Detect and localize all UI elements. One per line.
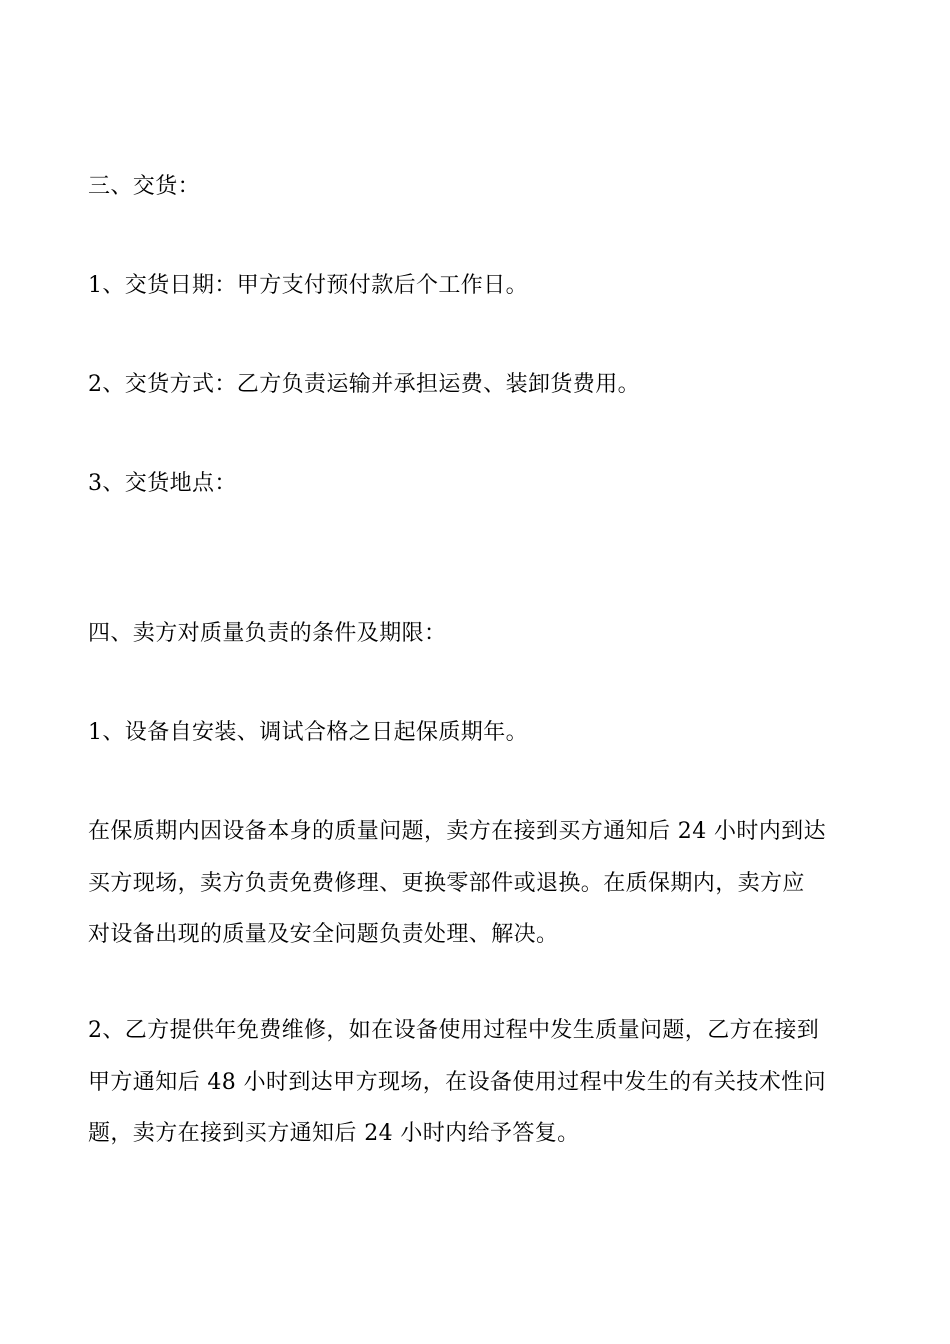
section-4-heading: 四、卖方对质量负责的条件及期限： <box>88 621 447 646</box>
section-4-paragraph-1-line-3: 对设备出现的质量及安全问题负责处理、解决。 <box>88 922 559 947</box>
section-4-item-2-line-2: 甲方通知后 48 小时到达甲方现场，在设备使用过程中发生的有关技术性问 <box>88 1070 826 1095</box>
section-3-item-2: 2、交货方式：乙方负责运输并承担运费、装卸货费用。 <box>88 372 640 397</box>
section-4-item-2-line-3: 题，卖方在接到买方通知后 24 小时内给予答复。 <box>88 1121 580 1146</box>
section-3-heading: 三、交货： <box>88 174 201 199</box>
section-3-item-3: 3、交货地点： <box>88 471 237 496</box>
section-4-paragraph-1-line-1: 在保质期内因设备本身的质量问题，卖方在接到买方通知后 24 小时内到达 <box>88 819 826 844</box>
section-4-paragraph-1-line-2: 买方现场，卖方负责免费修理、更换零部件或退换。在质保期内，卖方应 <box>88 871 805 896</box>
section-4-item-1: 1、设备自安装、调试合格之日起保质期年。 <box>88 720 528 745</box>
section-4-item-2-line-1: 2、乙方提供年免费维修，如在设备使用过程中发生质量问题，乙方在接到 <box>88 1018 820 1043</box>
section-3-item-1: 1、交货日期：甲方支付预付款后个工作日。 <box>88 273 528 298</box>
